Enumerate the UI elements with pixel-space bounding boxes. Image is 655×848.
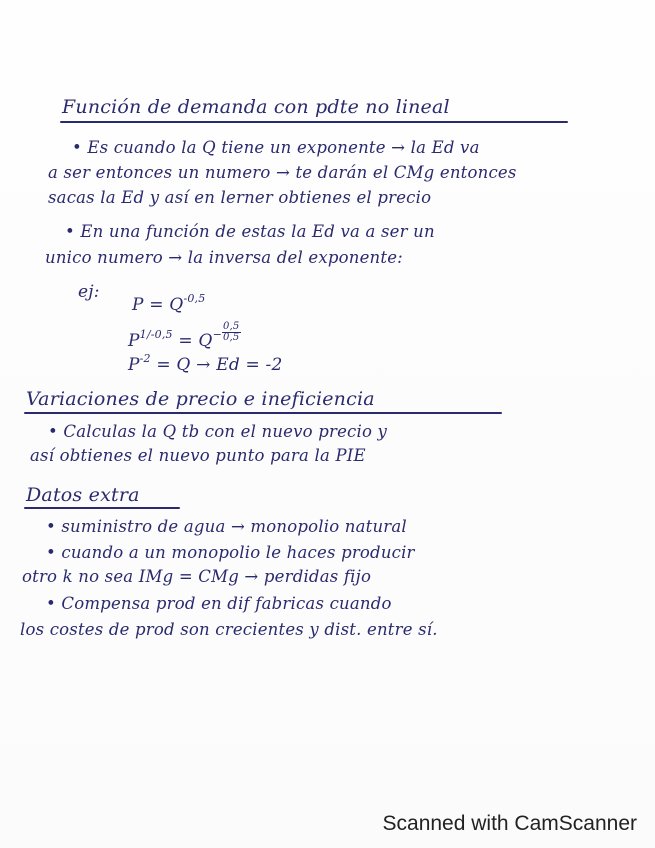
- note-line: • Calculas la Q tb con el nuevo precio y: [48, 422, 388, 441]
- equation-1: $P = Q^{-0,5}$: [132, 292, 206, 315]
- heading-price-variations: Variaciones de precio e ineficiencia: [26, 388, 375, 410]
- heading-demand-function: Función de demanda con pdte no lineal: [62, 96, 450, 118]
- note-line: • Es cuando la Q tiene un exponente → la Ed va: [72, 138, 480, 157]
- camscanner-watermark: Scanned with CamScanner: [382, 812, 637, 835]
- note-line: sacas la Ed y así en lerner obtienes el precio: [48, 188, 432, 207]
- note-line: • Compensa prod en dif fabricas cuando: [46, 594, 392, 613]
- heading-underline: [24, 412, 502, 414]
- note-line: • En una función de estas la Ed va a ser un: [65, 222, 435, 241]
- heading-extra-data: Datos extra: [26, 484, 140, 506]
- note-line: los costes de prod son crecientes y dist. entre sí.: [20, 620, 438, 639]
- note-line: así obtienes el nuevo punto para la PIE: [30, 446, 366, 465]
- note-line: unico numero → la inversa del exponente:: [45, 248, 403, 267]
- example-label: ej:: [78, 282, 100, 302]
- heading-underline: [24, 507, 180, 509]
- note-line: • cuando a un monopolio le haces producir: [46, 543, 415, 562]
- note-line: otro k no sea IMg = CMg → perdidas fijo: [22, 567, 372, 586]
- equation-3: $P^{-2} = Q \to Ed = -2$: [128, 352, 283, 375]
- note-line: • suministro de agua → monopolio natural: [46, 517, 407, 536]
- heading-underline: [60, 121, 568, 123]
- equation-2: $P^{1/-0,5} = Q^-$ $\frac{0,5}{0,5}$: [128, 321, 240, 351]
- note-line: a ser entonces un numero → te darán el CMg entonces: [48, 163, 517, 182]
